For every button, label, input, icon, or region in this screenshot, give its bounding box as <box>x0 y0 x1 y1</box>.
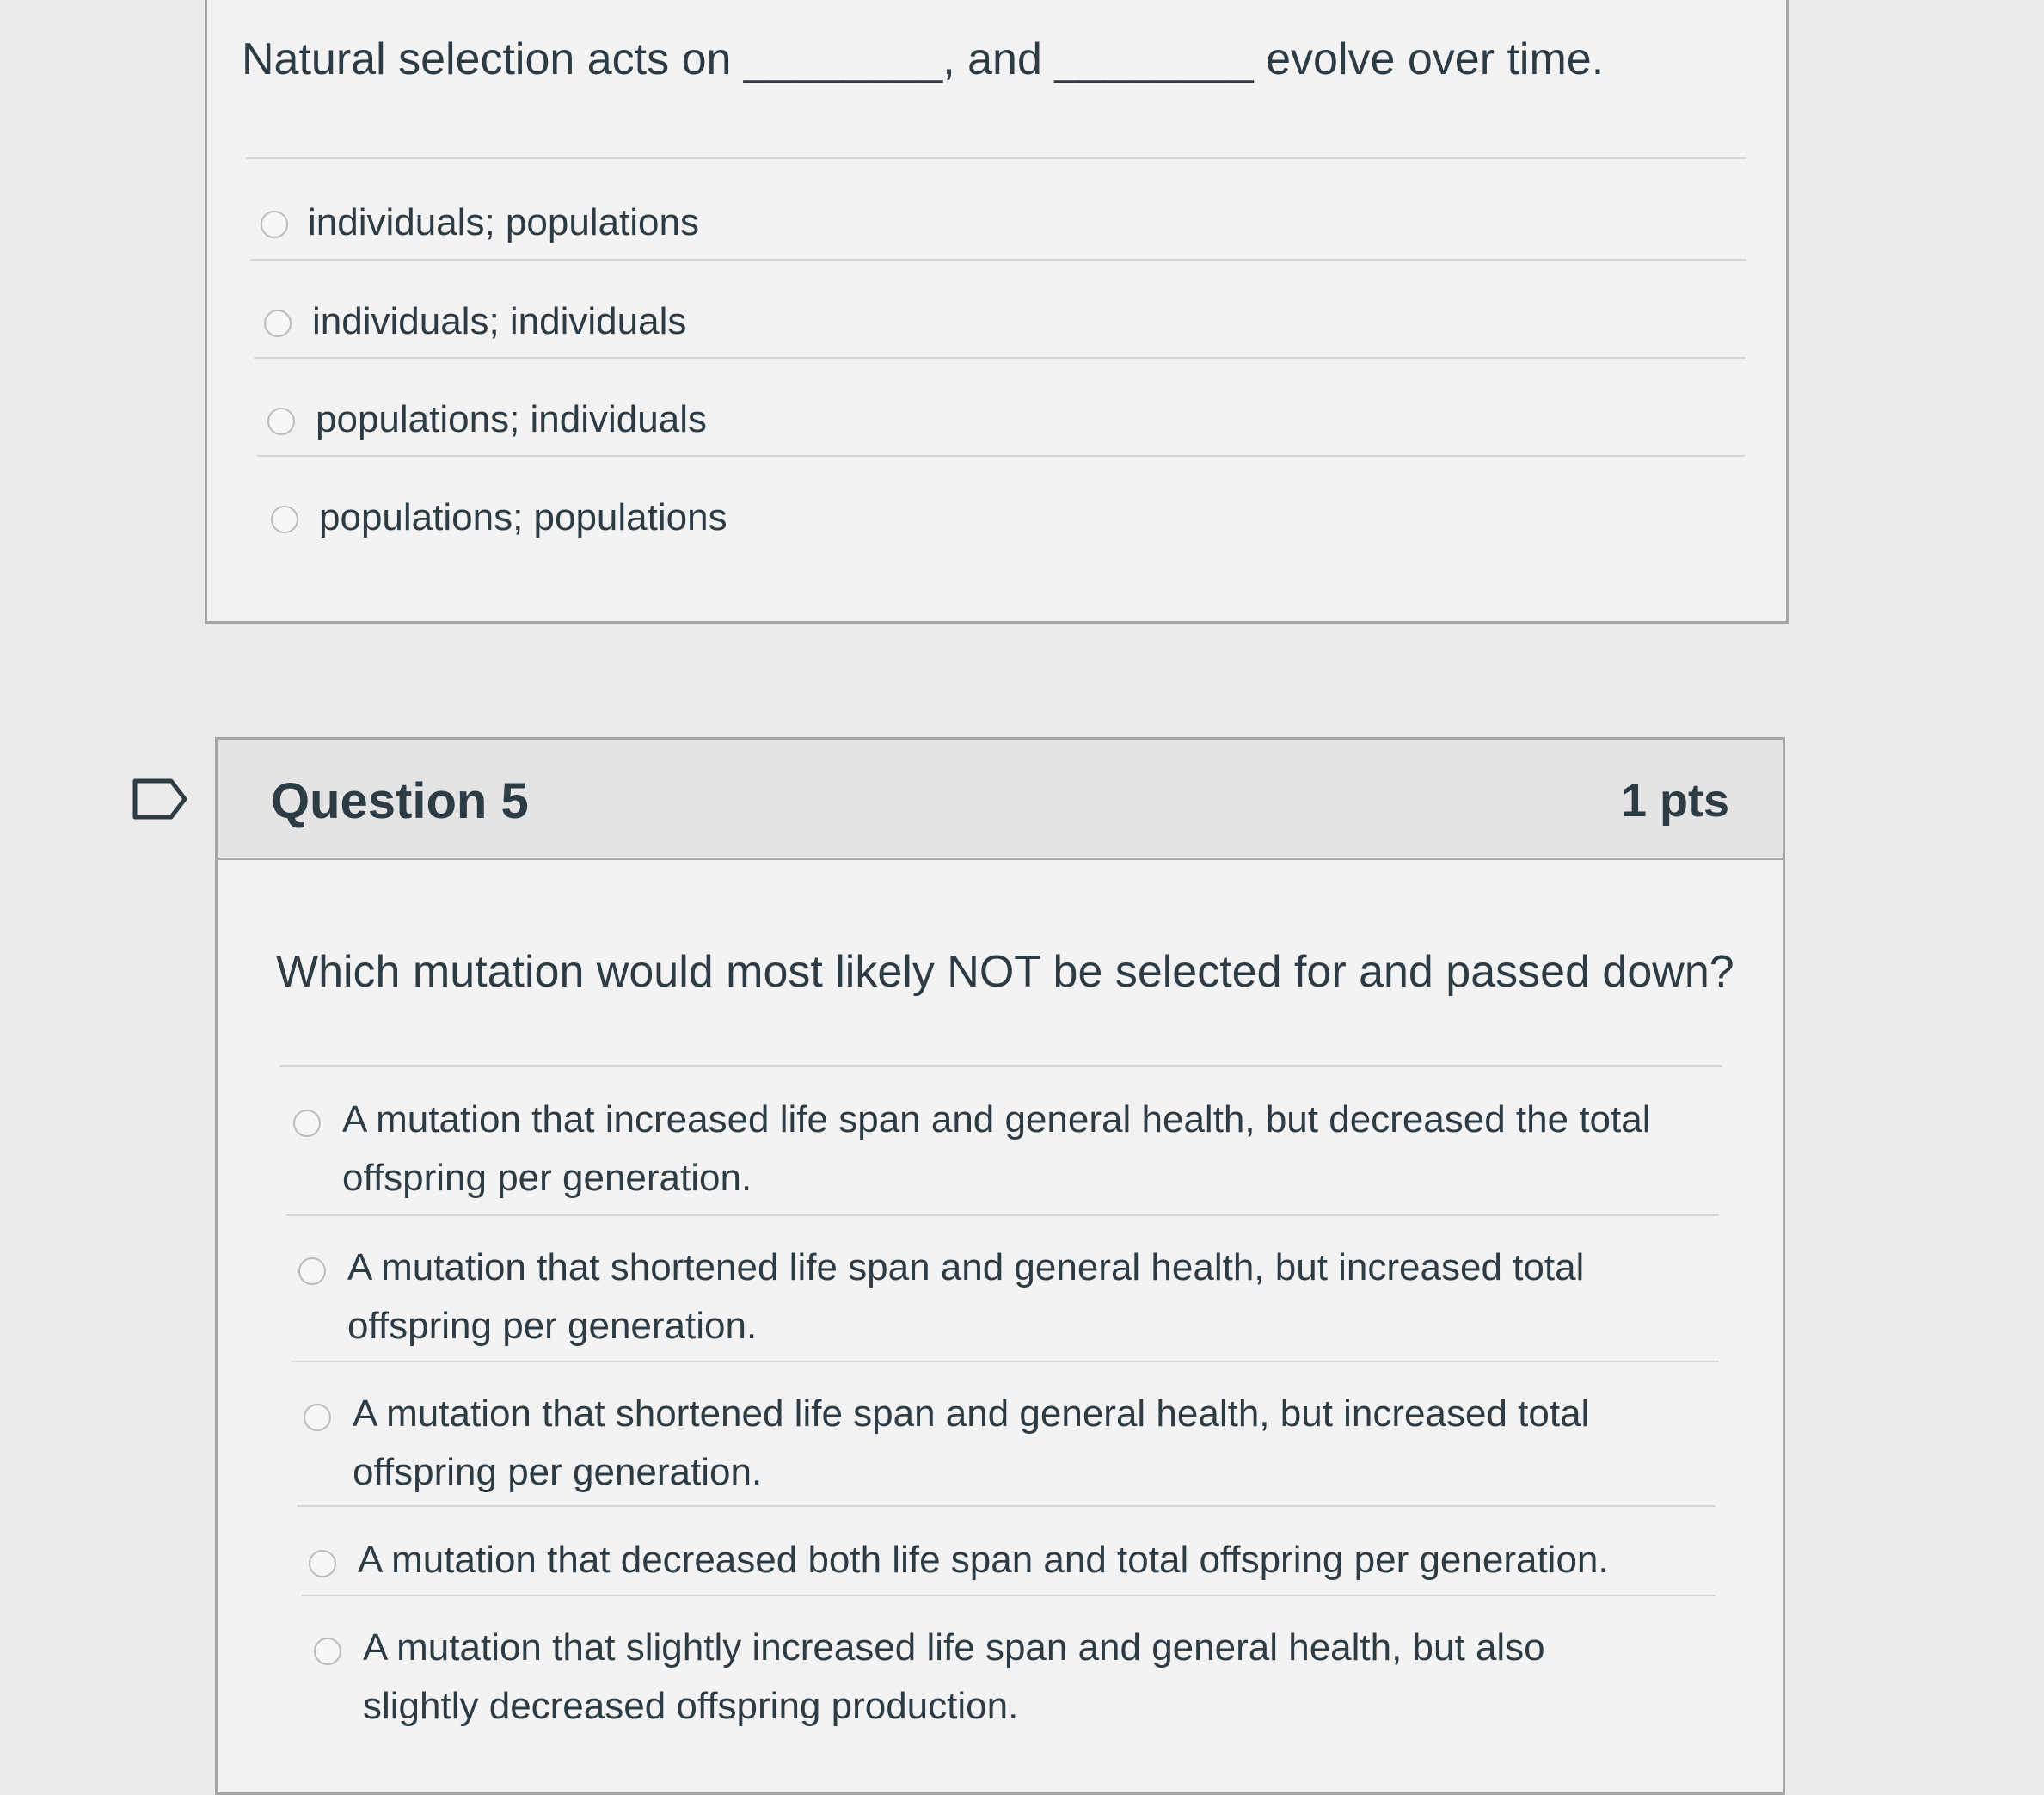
question-5-text: Which mutation would most likely NOT be selected for and passed down? <box>276 947 1734 997</box>
answer-option-q5-3[interactable] <box>304 1383 1714 1503</box>
radio-unchecked-icon[interactable] <box>304 1404 331 1431</box>
answer-option-q4-2[interactable] <box>264 288 1726 357</box>
divider <box>286 1214 1719 1216</box>
question-4-text: Natural selection acts on ________, and ________ evolve over time. <box>242 34 1605 84</box>
radio-unchecked-icon[interactable] <box>261 211 288 238</box>
answer-label: A mutation that shortened life span and general health, but increased total offspring per generation. <box>347 1246 1585 1347</box>
radio-unchecked-icon[interactable] <box>264 310 292 337</box>
radio-unchecked-icon[interactable] <box>314 1638 341 1665</box>
answer-option-q4-4[interactable] <box>271 484 1733 553</box>
answer-label: A mutation that decreased both life span and total offspring per generation. <box>358 1539 1609 1581</box>
radio-unchecked-icon[interactable] <box>271 506 298 533</box>
radio-unchecked-icon[interactable] <box>309 1550 336 1577</box>
answer-option-q5-1[interactable] <box>293 1089 1703 1209</box>
divider <box>302 1595 1716 1596</box>
answer-label: A mutation that shortened life span and general health, but increased total offspring per generation. <box>353 1392 1590 1493</box>
radio-unchecked-icon[interactable] <box>298 1257 326 1285</box>
answer-label: populations; individuals <box>316 398 707 440</box>
flag-outline-icon[interactable] <box>132 778 188 821</box>
divider <box>297 1505 1716 1507</box>
divider <box>254 357 1746 359</box>
answer-option-q5-4[interactable] <box>309 1529 1719 1598</box>
divider <box>279 1065 1722 1067</box>
question-title: Question 5 <box>271 773 529 829</box>
divider <box>292 1361 1719 1362</box>
answer-label: A mutation that slightly increased life span and general health, but also slightly decreased offspring production. <box>363 1626 1545 1727</box>
divider <box>246 157 1746 159</box>
answer-label: individuals; populations <box>308 201 699 243</box>
answer-option-q5-5[interactable] <box>314 1617 1724 1737</box>
question-points: 1 pts <box>1620 775 1729 827</box>
answer-option-q5-2[interactable] <box>298 1237 1709 1357</box>
radio-unchecked-icon[interactable] <box>293 1110 321 1137</box>
question-5-card <box>215 737 1785 1795</box>
answer-option-q4-3[interactable] <box>267 386 1729 455</box>
question-5-header <box>218 740 1783 860</box>
answer-label: A mutation that increased life span and general health, but decreased the total offspring per generation. <box>342 1098 1651 1199</box>
answer-label: populations; populations <box>319 496 727 538</box>
divider <box>257 455 1745 457</box>
question-4-card <box>205 0 1789 624</box>
divider <box>250 259 1746 261</box>
radio-unchecked-icon[interactable] <box>267 408 295 435</box>
answer-label: individuals; individuals <box>312 300 687 342</box>
answer-option-q4-1[interactable] <box>261 190 1722 259</box>
